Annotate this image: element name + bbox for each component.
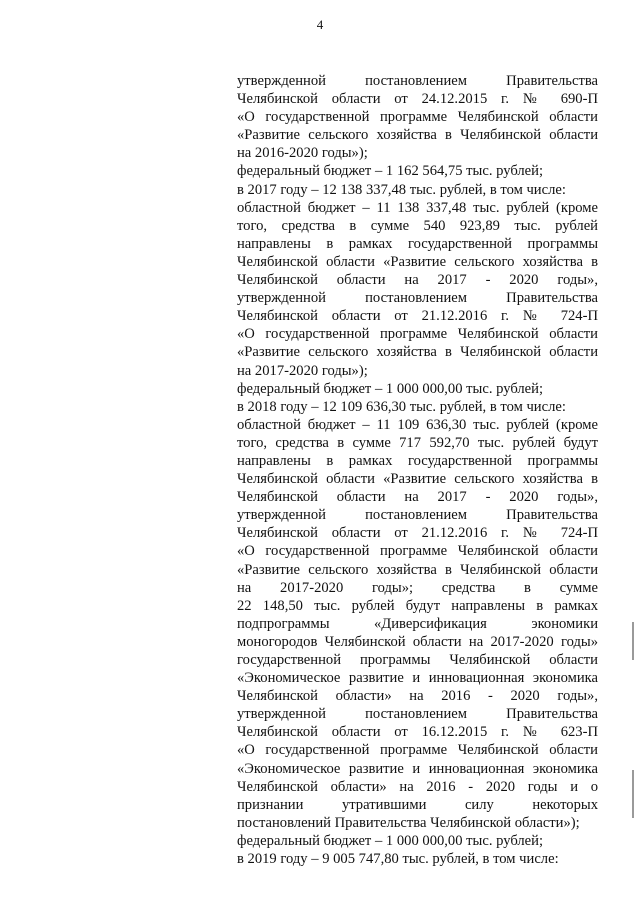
text-line: постановлений Правительства Челябинской области»); xyxy=(237,814,580,831)
text-line: в 2018 году – 12 109 636,30 тыс. рублей, в том числе: xyxy=(237,398,566,415)
text-line: «О государственной программе Челябинской области xyxy=(237,543,598,560)
document-body xyxy=(237,72,598,868)
text-line: в 2017 году – 12 138 337,48 тыс. рублей, в том числе: xyxy=(237,181,566,198)
text-line: «О государственной программе Челябинской области xyxy=(237,326,598,343)
text-line: «Экономическое развитие и инновационная экономика xyxy=(237,760,598,777)
text-line: «О государственной программе Челябинской области xyxy=(237,109,598,126)
text-line: Челябинской области от 16.12.2015 г. № 623-П xyxy=(237,724,598,741)
text-line: Челябинской области от 24.12.2015 г. № 690-П xyxy=(237,91,598,108)
text-line: «Развитие сельского хозяйства в Челябинской области xyxy=(237,344,598,361)
text-line: на 2017-2020 годы»; средства в сумме xyxy=(237,579,598,596)
text-line: направлены в рамках государственной программы xyxy=(237,235,598,252)
text-line: того, средства в сумме 717 592,70 тыс. рублей будут xyxy=(237,434,598,451)
text-line: признании утратившими силу некоторых xyxy=(237,796,598,813)
text-line: направлены в рамках государственной программы xyxy=(237,452,598,469)
text-line: в 2019 году – 9 005 747,80 тыс. рублей, в том числе: xyxy=(237,851,559,868)
text-line: Челябинской области «Развитие сельского хозяйства в xyxy=(237,471,598,488)
text-line: областной бюджет – 11 109 636,30 тыс. рублей (кроме xyxy=(237,416,598,433)
text-line: «Развитие сельского хозяйства в Челябинской области xyxy=(237,561,598,578)
text-line: моногородов Челябинской области на 2017-2020 годы» xyxy=(237,633,598,650)
text-line: утвержденной постановлением Правительства xyxy=(237,706,598,723)
text-line: утвержденной постановлением Правительства xyxy=(237,507,598,524)
text-line: областной бюджет – 11 138 337,48 тыс. рублей (кроме xyxy=(237,199,598,216)
text-line: утвержденной постановлением Правительства xyxy=(237,290,598,307)
page-number: 4 xyxy=(316,17,324,32)
text-line: утвержденной постановлением Правительства xyxy=(237,73,598,89)
text-line: Челябинской области» на 2016 - 2020 годы», xyxy=(237,688,598,705)
scan-margin-mark xyxy=(632,622,634,660)
text-line: Челябинской области от 21.12.2016 г. № 724-П xyxy=(237,308,598,325)
text-line: федеральный бюджет – 1 000 000,00 тыс. рублей; xyxy=(237,380,544,397)
text-line: Челябинской области «Развитие сельского хозяйства в xyxy=(237,253,598,270)
text-line: Челябинской области» на 2016 - 2020 годы и о xyxy=(237,778,598,795)
text-line: подпрограммы «Диверсификация экономики xyxy=(237,615,598,632)
text-line: «Экономическое развитие и инновационная экономика xyxy=(237,670,598,687)
text-line: того, средства в сумме 540 923,89 тыс. рублей xyxy=(237,217,598,234)
text-line: государственной программы Челябинской области xyxy=(237,652,598,668)
text-line: Челябинской области от 21.12.2016 г. № 724-П xyxy=(237,525,598,542)
scan-margin-mark xyxy=(632,770,634,818)
text-line: Челябинской области на 2017 - 2020 годы», xyxy=(237,272,598,289)
text-line: Челябинской области на 2017 - 2020 годы», xyxy=(237,489,598,506)
text-line: 22 148,50 тыс. рублей будут направлены в рамках xyxy=(237,597,598,614)
text-line: «О государственной программе Челябинской области xyxy=(237,742,598,759)
text-line: «Развитие сельского хозяйства в Челябинской области xyxy=(237,127,598,144)
text-line: федеральный бюджет – 1 000 000,00 тыс. рублей; xyxy=(237,832,544,849)
text-line: на 2016-2020 годы»); xyxy=(237,145,368,162)
text-line: федеральный бюджет – 1 162 564,75 тыс. рублей; xyxy=(237,163,544,180)
text-line: на 2017-2020 годы»); xyxy=(237,362,368,379)
